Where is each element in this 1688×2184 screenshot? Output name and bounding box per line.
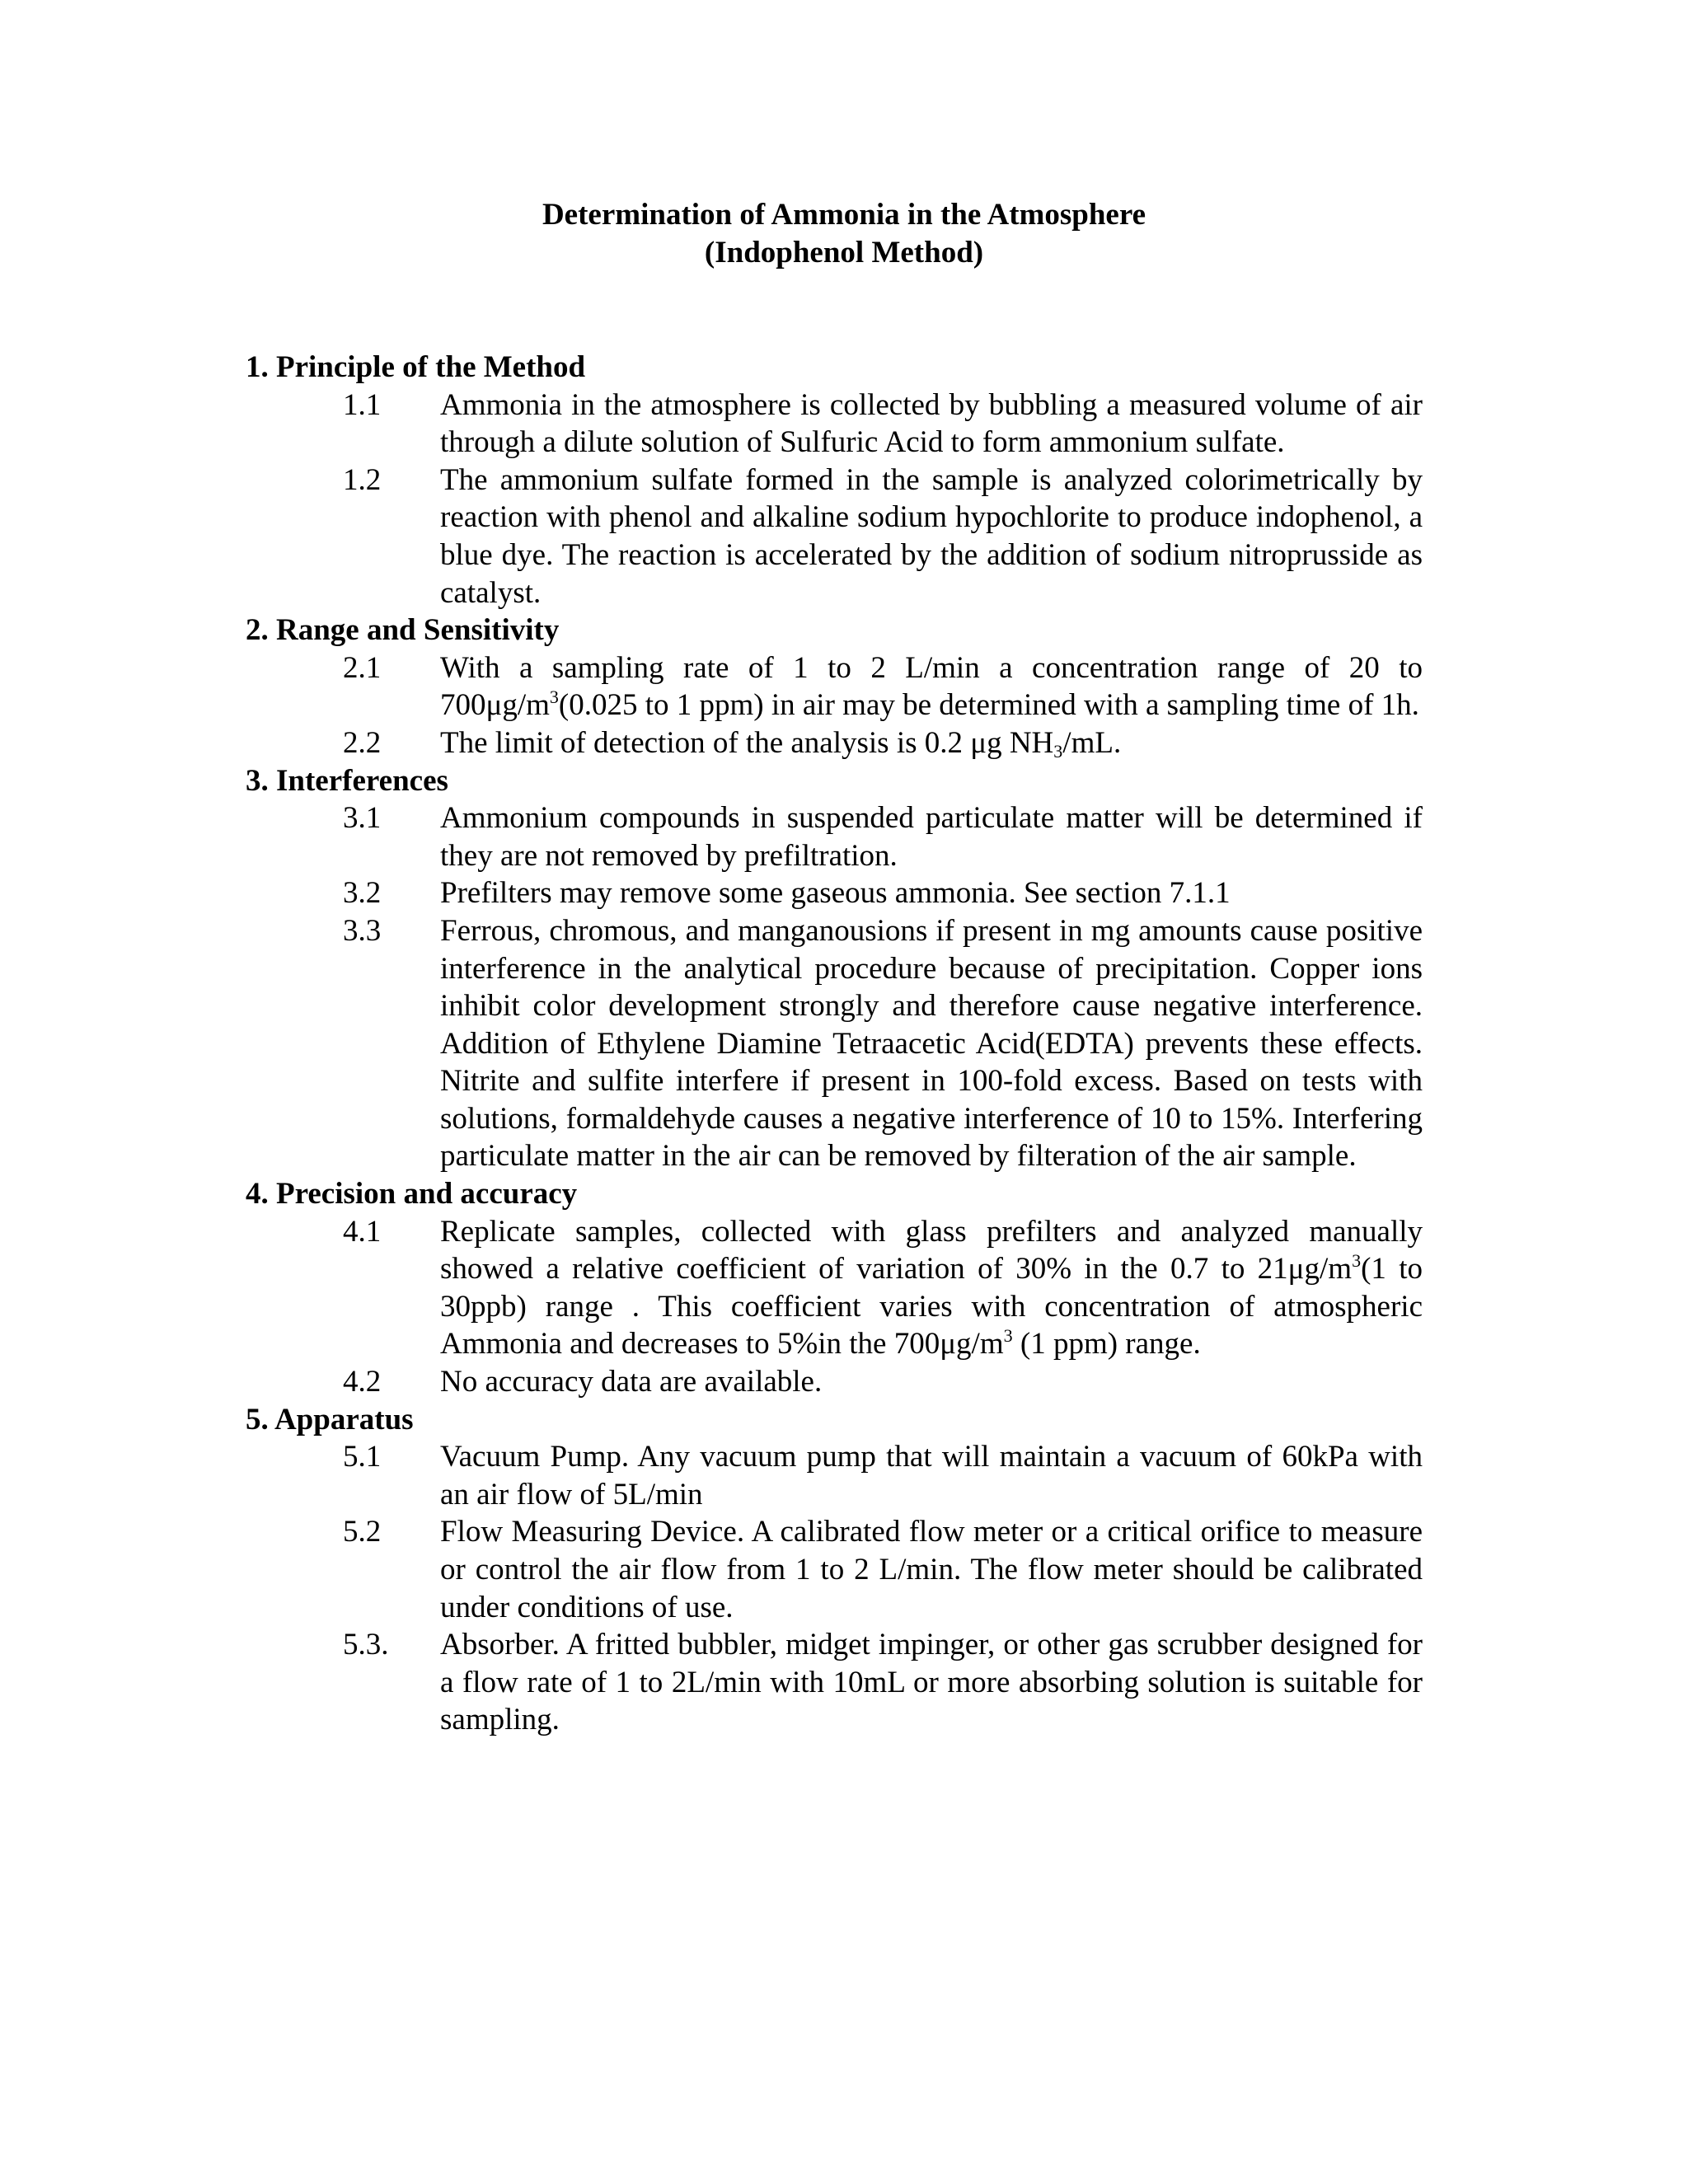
list-item [246, 912, 1423, 1175]
list-item [246, 462, 1423, 612]
item-text [440, 724, 1423, 762]
item-text: Absorber. A fritted bubbler, midget impinger, or other gas scrubber designed for a flow rate of 1 to 2L/min with 10mL or more absorbing solution is suitable for sampling. [440, 1628, 1423, 1737]
section-interferences [246, 762, 1423, 1176]
text-run: (0.025 to 1 ppm) in air may be determined with a sampling time of 1h. [558, 688, 1419, 723]
text-run: The limit of detection of the analysis is 0.2 μg NH [440, 725, 1054, 760]
item-number: 5.3. [343, 1628, 389, 1662]
section-precision-accuracy [246, 1175, 1423, 1401]
item-number: 5.1 [343, 1440, 382, 1474]
item-text [440, 649, 1423, 724]
document-body [246, 349, 1423, 1739]
section-heading: 4. Precision and accuracy [246, 1177, 578, 1212]
text-run: With a sampling rate of 1 to 2 L/min a concentration range of 20 to 700μg/m [440, 650, 1423, 723]
list-item [246, 1513, 1423, 1626]
item-number: 3.1 [343, 801, 382, 836]
list-item [246, 1213, 1423, 1363]
item-number: 4.2 [343, 1365, 382, 1399]
list-item [246, 724, 1423, 762]
superscript: 3 [1352, 1250, 1362, 1272]
list-item [246, 1438, 1423, 1513]
list-item [246, 649, 1423, 724]
superscript: 3 [1003, 1325, 1013, 1347]
section-apparatus [246, 1401, 1423, 1739]
superscript: 3 [549, 687, 559, 708]
text-run: /mL. [1062, 725, 1122, 760]
subscript: 3 [1053, 740, 1063, 762]
item-text: Ferrous, chromous, and manganousions if present in mg amounts cause positive interference in the analytical procedure because of precipitation. Copper ions inhibit color development strongly and therefore cause negative interference. Addition of Ethylene Diamine Tetraacetic Acid(EDTA) prevents these effects. Nitrite and sulfite interfere if present in 100-fold excess. Based on tests with solutions, formaldehyde causes a negative interference of 10 to 15%. Interfering particulate matter in the air can be removed by filteration of the air sample. [440, 913, 1423, 1174]
item-number: 3.3 [343, 913, 382, 948]
item-number: 4.1 [343, 1214, 382, 1249]
list-item [246, 874, 1423, 912]
item-text: Prefilters may remove some gaseous ammonia. See section 7.1.1 [440, 876, 1231, 911]
section-principle [246, 349, 1423, 612]
section-range-sensitivity [246, 612, 1423, 762]
title-line-1: Determination of Ammonia in the Atmosphere [542, 198, 1146, 232]
title-line-2: (Indophenol Method) [704, 236, 984, 269]
list-item [246, 387, 1423, 462]
item-text [440, 1213, 1423, 1363]
text-run: Replicate samples, collected with glass prefilters and analyzed manually showed a relative coefficient of variation of 30% in the 0.7 to 21μg/m [440, 1214, 1423, 1286]
item-text: Ammonia in the atmosphere is collected by bubbling a measured volume of air through a dilute solution of Sulfuric Acid to form ammonium sulfate. [440, 387, 1423, 460]
list-item [246, 1626, 1423, 1739]
text-run: (1 to 30ppb) range . This coefficient varies with concentration of atmospheric Ammonia and decreases to 5%in the 700μg/m [440, 1252, 1423, 1361]
item-text: Flow Measuring Device. A calibrated flow meter or a critical orifice to measure or control the air flow from 1 to 2 L/min. The flow meter should be calibrated under conditions of use. [440, 1515, 1423, 1624]
item-number: 2.2 [343, 725, 382, 760]
list-item [246, 1363, 1423, 1401]
item-number: 2.1 [343, 650, 382, 685]
section-heading: 5. Apparatus [246, 1402, 414, 1436]
text-run: (1 ppm) range. [1012, 1327, 1201, 1361]
item-text: No accuracy data are available. [440, 1365, 823, 1399]
item-number: 1.2 [343, 462, 382, 497]
section-heading: 1. Principle of the Method [246, 350, 586, 384]
item-number: 3.2 [343, 876, 382, 911]
item-text: The ammonium sulfate formed in the sample is analyzed colorimetrically by reaction with phenol and alkaline sodium hypochlorite to produce indophenol, a blue dye. The reaction is accelerated by the addition of sodium nitroprusside as catalyst. [440, 462, 1423, 610]
section-heading: 2. Range and Sensitivity [246, 613, 560, 648]
list-item [246, 799, 1423, 874]
section-heading: 3. Interferences [246, 763, 448, 798]
item-text: Vacuum Pump. Any vacuum pump that will maintain a vacuum of 60kPa with an air flow of 5L/min [440, 1440, 1423, 1511]
item-number: 1.1 [343, 387, 382, 422]
item-number: 5.2 [343, 1515, 382, 1549]
document-title [0, 196, 1688, 272]
item-text: Ammonium compounds in suspended particulate matter will be determined if they are not removed by prefiltration. [440, 801, 1423, 873]
